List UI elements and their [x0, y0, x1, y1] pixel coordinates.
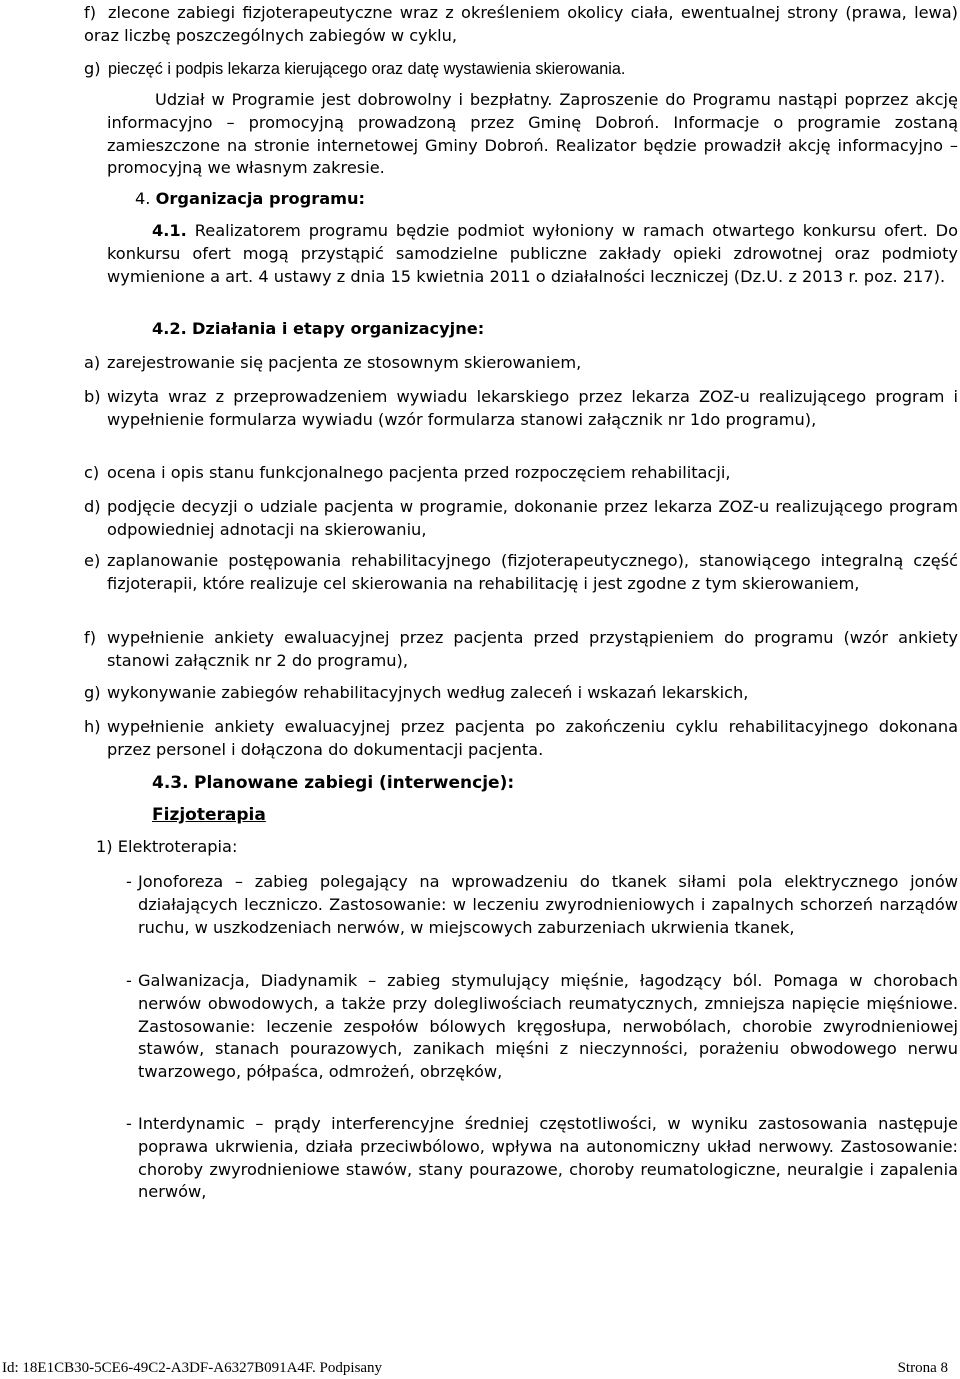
treatment-item-text: Interdynamic – prądy interferencyjne średniej częstotliwości, w wyniku zastosowania następuje poprawa ukrwienia, działa przeciwbólowo, wpływa na autonomiczny układ nerwowy. Zastosowanie: choroby zwyrodnieniowe stawów, stany pourazowe, choroby reumatologiczne, neuralgie i zapalenia nerwów, — [138, 1114, 958, 1202]
subsection-4-1 — [107, 220, 958, 288]
list-item-label: a) — [84, 353, 101, 372]
treatment-item-galwanizacja — [126, 970, 958, 1084]
subsection-title: Planowane zabiegi (interwencje): — [193, 773, 515, 793]
section-heading — [135, 188, 365, 211]
list-item-e — [84, 550, 958, 596]
list-item-b — [84, 386, 958, 432]
subsection-number: 4.3. — [152, 773, 189, 793]
list-item-text: ocena i opis stanu funkcjonalnego pacjenta przed rozpoczęciem rehabilitacji, — [107, 463, 731, 482]
treatment-item-text: Galwanizacja, Diadynamik – zabieg stymulujący mięśnie, łagodzący ból. Pomaga w chorobach nerwów obwodowych, a także przy dolegliwościach reumatycznych, zmniejsza napięcie mięśniowe. Zastosowanie: leczenie zespołów bólowych kręgosłupa, nerwobólach, chorobie zwyrodnieniowej stawów, stanach pourazowych, zanikach mięśni z nieczynności, porażeniu obwodowego nerwu twarzowego, półpaśca, odmrożeń, obrzęków, — [138, 971, 958, 1082]
list-item-label: f) — [84, 628, 97, 647]
subsection-number: 4.1. — [152, 221, 187, 240]
treatment-item-bullet: - — [126, 1114, 132, 1133]
list-item-g — [84, 682, 958, 705]
intro-paragraph: Udział w Programie jest dobrowolny i bezpłatny. Zaproszenie do Programu nastąpi poprzez akcję informacyjno – promocyjną prowadzoną przez Gminę Dobroń. Informacje o programie zostaną zamieszczone na stronie internetowej Gminy Dobroń. Realizator będzie prowadził akcję informacyjno – promocyjną we własnym zakresie. — [107, 90, 958, 178]
list-item-c — [84, 462, 958, 485]
list-item-d — [84, 496, 958, 542]
list-item-text: zlecone zabiegi fizjoterapeutyczne wraz z określeniem okolicy ciała, ewentualnej strony (prawa, lewa) oraz liczbę poszczególnych zabiegów w cyklu, — [84, 3, 958, 45]
treatment-item-bullet: - — [126, 872, 132, 891]
list-item-f-continued — [84, 2, 958, 48]
treatment-item-text: Jonoforeza – zabieg polegający na wprowadzeniu do tkanek siłami pola elektrycznego jonów działających leczniczo. Zastosowanie: w leczeniu zwyrodnieniowych i zapalnych schorzeń narządów ruchu, w uszkodzeniach nerwów, w miejscowych zaburzeniach ukrwienia tkanek, — [138, 872, 958, 937]
list-item-label: g) — [84, 59, 101, 78]
list-item-text: zaplanowanie postępowania rehabilitacyjnego (fizjoterapeutycznego), stanowiącego integralną część fizjoterapii, które realizuje cel skierowania na rehabilitację i jest zgodne z tym skierowaniem, — [107, 551, 958, 593]
list-item-label: h) — [84, 717, 101, 736]
subsection-4-3-heading — [152, 772, 514, 795]
list-item-text: pieczęć i podpis lekarza kierującego oraz datę wystawienia skierowania. — [108, 60, 626, 78]
subsection-title: Działania i etapy organizacyjne: — [191, 319, 485, 338]
list-item-a — [84, 352, 958, 375]
list-item-label: e) — [84, 551, 101, 570]
list-item-label: d) — [84, 497, 101, 516]
subsection-number: 4.2. — [152, 319, 187, 338]
list-item-text: podjęcie decyzji o udziale pacjenta w programie, dokonanie przez lekarza ZOZ-u realizującego program odpowiedniej adnotacji na skierowaniu, — [107, 497, 958, 539]
subsection-text: Realizatorem programu będzie podmiot wyłoniony w ramach otwartego konkursu ofert. Do konkursu ofert mogą przystąpić samodzielne publiczne zakłady opieki zdrowotnej oraz podmioty wymienione a art. 4 ustawy z dnia 15 kwietnia 2011 o działalności leczniczej (Dz.U. z 2013 r. poz. 217). — [107, 221, 958, 286]
list-item-label: g) — [84, 683, 101, 702]
section-title: Organizacja programu: — [155, 189, 366, 208]
list-item-text: wypełnienie ankiety ewaluacyjnej przez pacjenta po zakończeniu cyklu rehabilitacyjnego dokonana przez personel i dołączona do dokumentacji pacjenta. — [107, 717, 958, 759]
list-item-text: wypełnienie ankiety ewaluacyjnej przez pacjenta przed przystąpieniem do programu (wzór ankiety stanowi załącznik nr 2 do programu), — [107, 628, 958, 670]
footer-page-number: Strona 8 — [897, 1360, 948, 1376]
list-item-text: wykonywanie zabiegów rehabilitacyjnych według zaleceń i wskazań lekarskich, — [107, 683, 749, 702]
footer-id: Id: 18E1CB30-5CE6-49C2-A3DF-A6327B091A4F. Podpisany — [2, 1360, 383, 1376]
treatment-item-interdynamic — [126, 1113, 958, 1204]
list-item-h — [84, 716, 958, 762]
list-item-g-continued — [84, 58, 958, 81]
list-item-text: zarejestrowanie się pacjenta ze stosownym skierowaniem, — [107, 353, 582, 372]
list-item-f — [84, 627, 958, 673]
list-item-label: c) — [84, 463, 100, 482]
subsection-4-2-heading — [152, 318, 484, 341]
fizjoterapia-heading: Fizjoterapia — [152, 805, 266, 825]
list-item-label: f) — [84, 3, 97, 22]
treatment-item-bullet: - — [126, 971, 132, 990]
list-item-label: b) — [84, 387, 101, 406]
section-number: 4. — [135, 189, 151, 208]
list-item-text: wizyta wraz z przeprowadzeniem wywiadu lekarskiego przez lekarza ZOZ-u realizującego program i wypełnienie formularza wywiadu (wzór formularza stanowi załącznik nr 1do programu), — [107, 387, 958, 429]
treatment-item-jonoforeza — [126, 871, 958, 939]
elektroterapia-label: 1) Elektroterapia: — [96, 837, 238, 856]
